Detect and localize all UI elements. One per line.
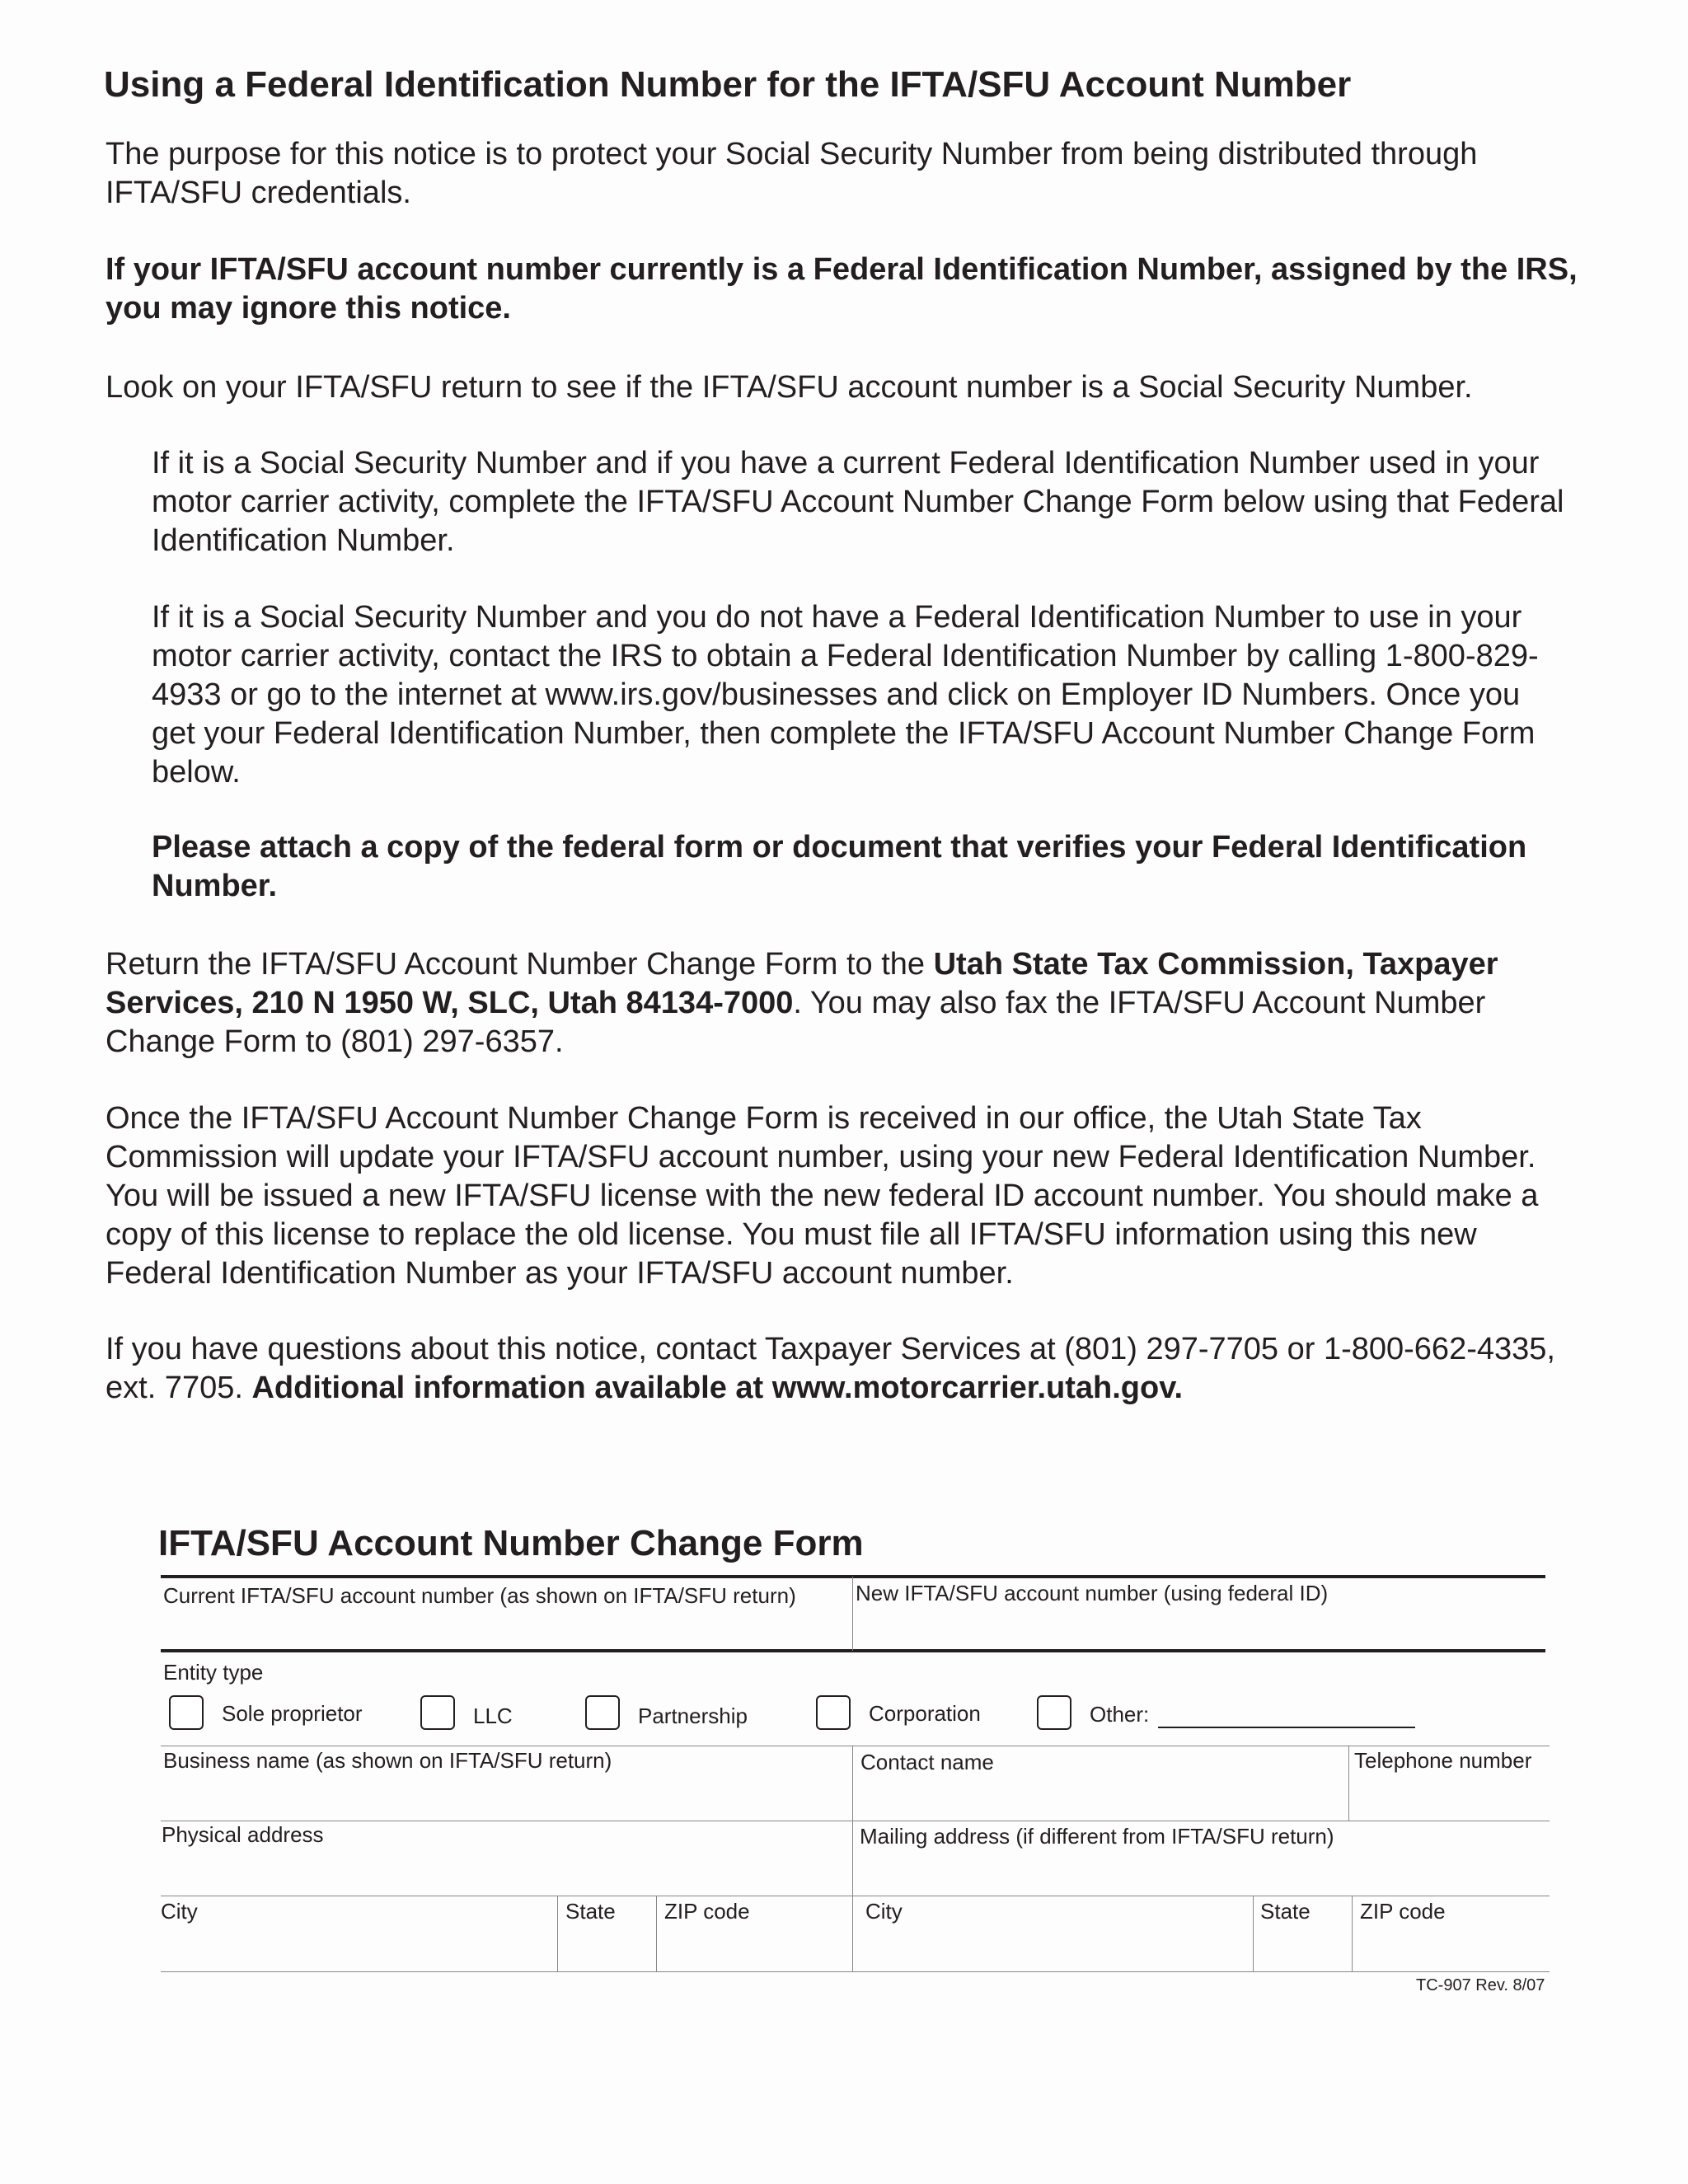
business-name-input[interactable]	[162, 1779, 851, 1818]
state-zip-divider-left	[656, 1896, 657, 1971]
partnership-checkbox[interactable]	[585, 1695, 620, 1730]
other-underline	[1158, 1727, 1415, 1728]
physical-zip-input[interactable]	[659, 1930, 851, 1970]
sole-proprietor-checkbox[interactable]	[169, 1695, 204, 1730]
mailing-address-label: Mailing address (if different from IFTA/SFU return)	[860, 1824, 1334, 1849]
return-paragraph	[106, 945, 1589, 1062]
mailing-address-input[interactable]	[856, 1854, 1548, 1894]
llc-checkbox[interactable]	[420, 1695, 455, 1730]
new-account-input[interactable]	[856, 1612, 1545, 1647]
return-text-end: . You may also fax the IFTA/SFU Account Number Change Form to (801) 297-6357.	[106, 986, 1486, 1059]
other-checkbox[interactable]	[1037, 1695, 1071, 1730]
partnership-label: Partnership	[638, 1704, 748, 1728]
return-text-start: Return the IFTA/SFU Account Number Change Form to the	[106, 947, 934, 982]
physical-state-label: State	[565, 1899, 616, 1924]
telephone-input[interactable]	[1352, 1779, 1548, 1818]
business-name-label: Business name (as shown on IFTA/SFU return)	[163, 1748, 612, 1773]
other-entity-input[interactable]	[1158, 1698, 1415, 1726]
physical-state-input[interactable]	[560, 1930, 654, 1970]
have-fein-paragraph: If it is a Social Security Number and if you have a current Federal Identification Number used in your motor carrier activity, complete the IFTA/SFU Account Number Change Form below using that Federal Identification Number.	[152, 446, 1564, 558]
return-address: Utah State Tax Commission, Taxpayer Services, 210 N 1950 W, SLC, Utah 84134-7000	[106, 947, 1498, 1020]
ignore-notice-paragraph: If your IFTA/SFU account number currently is a Federal Identification Number, assigned by the IRS, you may ignore this notice.	[106, 252, 1578, 326]
look-paragraph: Look on your IFTA/SFU return to see if the IFTA/SFU account number is a Social Security Number.	[106, 370, 1473, 405]
mailing-state-input[interactable]	[1255, 1930, 1350, 1970]
city-state-divider-right	[1253, 1896, 1254, 1971]
account-divider	[852, 1577, 853, 1651]
physical-city-input[interactable]	[162, 1930, 556, 1970]
physical-address-label: Physical address	[162, 1822, 324, 1847]
state-zip-divider-right	[1352, 1896, 1353, 1971]
sole-proprietor-label: Sole proprietor	[222, 1701, 363, 1726]
other-label: Other:	[1090, 1702, 1150, 1727]
purpose-paragraph: The purpose for this notice is to protect your Social Security Number from being distributed through IFTA/SFU credentials.	[106, 137, 1478, 210]
physical-address-input[interactable]	[162, 1854, 851, 1894]
once-received-paragraph: Once the IFTA/SFU Account Number Change Form is received in our office, the Utah State Tax Commission will update your IFTA/SFU account number, using your new Federal Identification Number. You will be issued a new IFTA/SFU license with the new federal ID account number. You should make a copy of this license to replace the old license. You must file all IFTA/SFU information using this new Federal Identification Number as your IFTA/SFU account number.	[106, 1101, 1539, 1291]
mailing-city-label: City	[865, 1899, 903, 1924]
form-top-rule	[161, 1575, 1545, 1578]
telephone-divider	[1348, 1746, 1349, 1821]
contact-name-input[interactable]	[856, 1779, 1345, 1818]
attach-copy-paragraph: Please attach a copy of the federal form or document that verifies your Federal Identification Number.	[152, 830, 1527, 903]
column-divider	[852, 1746, 853, 1971]
current-account-input[interactable]	[162, 1612, 849, 1647]
mailing-state-label: State	[1260, 1899, 1311, 1924]
questions-paragraph	[106, 1330, 1589, 1408]
form-title: IFTA/SFU Account Number Change Form	[158, 1523, 864, 1563]
new-account-label: New IFTA/SFU account number (using federal ID)	[856, 1581, 1329, 1605]
corporation-checkbox[interactable]	[816, 1695, 851, 1730]
city-state-divider-left	[557, 1896, 558, 1971]
questions-text: If you have questions about this notice, contact Taxpayer Services at (801) 297-7705 or 1-800-662-4335, ext. 7705.	[106, 1332, 1555, 1405]
telephone-label: Telephone number	[1354, 1748, 1532, 1773]
notice-title: Using a Federal Identification Number for the IFTA/SFU Account Number	[104, 64, 1352, 105]
additional-info-text: Additional information available at www.motorcarrier.utah.gov.	[251, 1371, 1184, 1405]
corporation-label: Corporation	[869, 1701, 981, 1726]
mailing-zip-label: ZIP code	[1360, 1899, 1446, 1924]
current-account-label: Current IFTA/SFU account number (as shown on IFTA/SFU return)	[163, 1583, 796, 1608]
physical-city-label: City	[161, 1899, 198, 1924]
row-rule-3	[161, 1971, 1550, 1972]
entity-type-label: Entity type	[163, 1660, 264, 1685]
form-section-rule	[161, 1649, 1545, 1652]
mailing-zip-input[interactable]	[1354, 1930, 1549, 1970]
contact-name-label: Contact name	[860, 1750, 994, 1774]
form-id: TC-907 Rev. 8/07	[1416, 1976, 1545, 1994]
mailing-city-input[interactable]	[856, 1930, 1251, 1970]
no-fein-paragraph: If it is a Social Security Number and you do not have a Federal Identification Number to use in your motor carrier activity, contact the IRS to obtain a Federal Identification Number by calling 1-800-829-4933 or go to the internet at www.irs.gov/businesses and click on Employer ID Numbers. Once you get your Federal Identification Number, then complete the IFTA/SFU Account Number Change Form below.	[152, 600, 1539, 790]
llc-label: LLC	[473, 1704, 513, 1728]
physical-zip-label: ZIP code	[664, 1899, 750, 1924]
